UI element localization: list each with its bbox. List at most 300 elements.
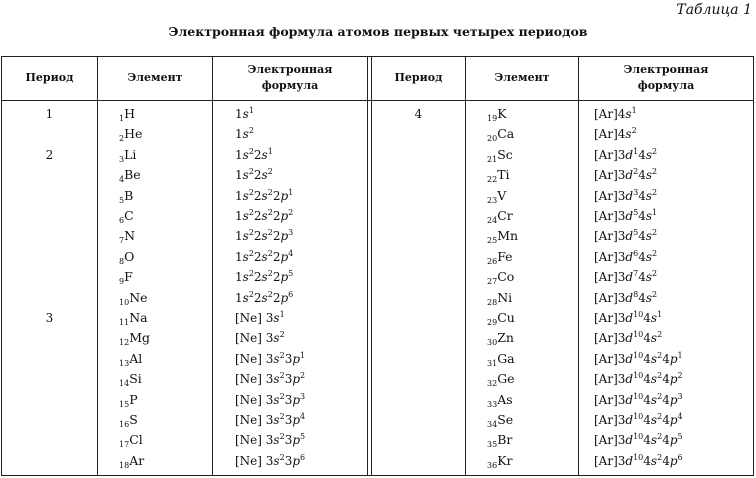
electron-count: 2 (279, 350, 285, 360)
col-divider (212, 56, 213, 476)
formula-cell (235, 330, 285, 346)
element-cell (487, 392, 513, 413)
element-cell (487, 330, 514, 351)
element-cell (119, 188, 133, 209)
element-cell (119, 269, 133, 290)
element-symbol: Al (129, 350, 143, 366)
element-cell (487, 351, 515, 372)
orbital-letter: d (625, 433, 634, 448)
core-notation: [Ne] (235, 311, 266, 325)
core-notation: [Ar] (594, 311, 618, 325)
orbital-letter: s (273, 453, 280, 468)
shell-number: 4 (617, 127, 626, 142)
orbital-letter: d (625, 453, 634, 468)
electron-count: 3 (633, 187, 639, 197)
element-symbol: Ne (129, 289, 148, 305)
orbital-letter: p (292, 413, 301, 427)
electron-count: 5 (300, 432, 306, 442)
col-divider (578, 56, 579, 476)
electron-count: 2 (657, 412, 663, 421)
orbital-letter: s (650, 311, 658, 325)
orbital-letter: p (669, 392, 678, 407)
electron-count: 4 (288, 248, 294, 258)
table-title: Электронная формула атомов первых четырех периодов (168, 24, 588, 39)
orbital-letter: p (292, 453, 301, 468)
shell-number: 3 (617, 311, 626, 325)
period-cell: 3 (45, 311, 54, 325)
formula-cell (235, 167, 273, 183)
atomic-number: 30 (487, 338, 498, 348)
shell-number: 1 (235, 229, 243, 244)
electron-count: 2 (631, 126, 637, 136)
orbital-letter: p (280, 270, 289, 285)
shell-number: 4 (662, 413, 670, 427)
element-symbol: N (124, 228, 136, 244)
shell-number: 3 (284, 392, 293, 407)
formula-cell (594, 330, 662, 346)
formula-cell (235, 269, 293, 285)
orbital-letter: s (650, 433, 658, 448)
atomic-number: 31 (487, 358, 498, 368)
shell-number: 2 (253, 168, 262, 183)
electron-count: 2 (657, 391, 663, 401)
element-cell (487, 412, 513, 433)
shell-number: 2 (253, 147, 262, 162)
electron-count: 1 (633, 146, 639, 156)
core-notation: [Ar] (594, 290, 618, 305)
formula-cell (594, 126, 637, 142)
electron-count: 2 (652, 269, 658, 279)
element-cell (119, 167, 141, 188)
electron-count: 1 (288, 187, 294, 197)
shell-number: 2 (253, 188, 262, 203)
orbital-letter: s (645, 270, 652, 285)
electron-count: 5 (288, 269, 294, 279)
shell-number: 2 (272, 209, 281, 223)
element-symbol: Be (124, 167, 141, 183)
element-cell (119, 432, 143, 453)
orbital-letter: s (273, 311, 280, 325)
orbital-letter: s (261, 270, 268, 285)
electron-count: 6 (288, 289, 294, 299)
orbital-letter: p (280, 188, 289, 203)
electron-count: 7 (633, 269, 639, 279)
atomic-number: 29 (487, 318, 498, 327)
electron-count: 2 (248, 289, 254, 299)
element-symbol: Br (497, 432, 513, 448)
core-notation: [Ar] (594, 127, 618, 142)
formula-cell (594, 147, 657, 163)
core-notation: [Ar] (594, 372, 618, 387)
shell-number: 4 (638, 188, 646, 203)
electron-count: 1 (248, 106, 254, 115)
orbital-letter: s (261, 249, 268, 264)
electron-config-table (1, 56, 754, 476)
shell-number: 2 (253, 249, 262, 264)
shell-number: 4 (662, 351, 670, 366)
element-cell (487, 371, 515, 392)
orbital-letter: s (645, 168, 652, 183)
atomic-number: 11 (119, 318, 130, 327)
orbital-letter: p (280, 229, 289, 244)
shell-number: 3 (617, 392, 626, 407)
shell-number: 4 (662, 433, 670, 448)
element-cell (119, 330, 150, 351)
element-symbol: Cu (497, 310, 515, 325)
core-notation: [Ar] (594, 209, 618, 223)
electron-count: 2 (248, 187, 254, 197)
orbital-letter: s (273, 331, 280, 346)
element-cell (487, 228, 518, 249)
electron-count: 2 (652, 146, 658, 156)
shell-number: 3 (284, 372, 293, 387)
orbital-letter: s (242, 107, 249, 121)
header-formula: Электронная формула (247, 63, 333, 92)
atomic-number: 8 (119, 256, 125, 266)
core-notation: [Ar] (594, 147, 618, 162)
orbital-letter: s (261, 147, 268, 162)
shell-number: 4 (643, 372, 651, 387)
element-cell (119, 147, 136, 168)
atomic-number: 3 (119, 154, 125, 164)
atomic-number: 15 (119, 399, 130, 409)
element-cell (487, 269, 514, 290)
element-symbol: Li (124, 146, 137, 162)
orbital-letter: p (292, 392, 301, 407)
electron-count: 3 (677, 391, 683, 401)
element-symbol: Ga (497, 350, 515, 366)
shell-number: 3 (265, 392, 274, 407)
orbital-letter: d (625, 188, 634, 203)
orbital-letter: s (645, 209, 652, 223)
orbital-letter: s (242, 168, 249, 183)
formula-cell (594, 188, 657, 204)
element-symbol: As (497, 391, 513, 407)
orbital-letter: d (625, 392, 634, 407)
element-symbol: P (129, 391, 138, 407)
electron-count: 6 (677, 452, 683, 462)
orbital-letter: p (280, 209, 289, 223)
shell-number: 4 (643, 311, 651, 325)
orbital-letter: s (261, 229, 268, 244)
element-cell (487, 106, 507, 127)
shell-number: 3 (265, 351, 274, 366)
shell-number: 4 (643, 392, 651, 407)
shell-number: 1 (235, 127, 243, 142)
shell-number: 3 (617, 270, 626, 285)
shell-number: 3 (617, 209, 626, 223)
electron-count: 2 (267, 187, 273, 197)
element-symbol: Cr (497, 208, 513, 223)
element-cell (487, 249, 513, 270)
orbital-letter: d (625, 249, 634, 264)
element-symbol: Ti (497, 167, 510, 183)
shell-number: 3 (617, 188, 626, 203)
electron-count: 10 (633, 412, 644, 421)
orbital-letter: s (650, 331, 658, 346)
double-divider (367, 56, 368, 476)
formula-cell (235, 106, 254, 122)
atomic-number: 5 (119, 195, 125, 205)
shell-number: 3 (284, 351, 293, 366)
atomic-number: 9 (119, 277, 125, 287)
orbital-letter: s (242, 270, 249, 285)
atomic-number: 24 (487, 216, 498, 225)
electron-count: 2 (652, 167, 658, 177)
atomic-number: 34 (487, 420, 498, 429)
formula-cell (594, 290, 657, 306)
shell-number: 1 (235, 270, 243, 285)
core-notation: [Ar] (594, 229, 618, 244)
core-notation: [Ar] (594, 168, 618, 183)
element-symbol: Na (129, 310, 148, 325)
shell-number: 4 (643, 413, 651, 427)
element-symbol: H (124, 106, 135, 121)
atomic-number: 18 (119, 460, 130, 470)
col-divider (465, 56, 466, 476)
element-cell (487, 188, 506, 209)
formula-cell (235, 453, 305, 469)
core-notation: [Ne] (235, 413, 266, 427)
orbital-letter: p (280, 249, 289, 264)
formula-cell (594, 167, 657, 183)
shell-number: 2 (253, 209, 262, 223)
formula-cell (594, 208, 657, 224)
atomic-number: 35 (487, 440, 498, 450)
atomic-number: 4 (119, 175, 125, 185)
electron-count: 2 (248, 269, 254, 279)
atomic-number: 6 (119, 216, 125, 225)
orbital-letter: s (645, 249, 652, 264)
orbital-letter: p (669, 372, 678, 387)
orbital-letter: p (292, 433, 301, 448)
formula-cell (235, 412, 305, 428)
core-notation: [Ar] (594, 453, 618, 468)
orbital-letter: s (645, 147, 652, 162)
atomic-number: 32 (487, 379, 498, 389)
orbital-letter: s (650, 351, 658, 366)
element-symbol: Si (129, 371, 142, 387)
electron-count: 2 (267, 248, 273, 258)
formula-cell (235, 249, 293, 265)
formula-cell (235, 392, 305, 408)
atomic-number: 28 (487, 297, 498, 307)
formula-cell (594, 106, 637, 122)
element-symbol: Mg (129, 330, 150, 346)
shell-number: 2 (272, 188, 281, 203)
electron-count: 2 (279, 452, 285, 462)
atomic-number: 22 (487, 175, 498, 185)
orbital-letter: s (242, 127, 249, 142)
orbital-letter: d (625, 270, 634, 285)
element-symbol: F (124, 269, 133, 285)
orbital-letter: s (261, 188, 268, 203)
orbital-letter: s (273, 433, 280, 448)
electron-count: 2 (248, 228, 254, 238)
orbital-letter: s (650, 413, 658, 427)
element-symbol: Co (497, 269, 515, 285)
atomic-number: 14 (119, 379, 130, 389)
orbital-letter: d (625, 351, 634, 366)
element-cell (119, 126, 142, 147)
electron-count: 2 (248, 208, 254, 217)
shell-number: 3 (265, 433, 274, 448)
element-symbol: O (124, 248, 135, 264)
electron-count: 6 (300, 452, 306, 462)
shell-number: 4 (638, 147, 646, 162)
element-symbol: Ca (497, 126, 515, 142)
element-symbol: Cl (129, 432, 143, 448)
electron-count: 10 (633, 371, 644, 381)
orbital-letter: s (645, 290, 652, 305)
electron-count: 3 (288, 228, 294, 238)
core-notation: [Ar] (594, 392, 618, 407)
shell-number: 4 (643, 453, 651, 468)
orbital-letter: s (273, 413, 280, 427)
electron-count: 10 (633, 330, 644, 340)
formula-cell (594, 249, 657, 265)
shell-number: 3 (617, 331, 626, 346)
electron-count: 2 (279, 412, 285, 421)
col-divider (97, 56, 98, 476)
shell-number: 2 (253, 229, 262, 244)
element-cell (487, 167, 510, 188)
element-cell (119, 371, 142, 392)
shell-number: 3 (284, 413, 293, 427)
electron-count: 2 (267, 167, 273, 177)
shell-number: 3 (617, 168, 626, 183)
orbital-letter: s (242, 147, 249, 162)
core-notation: [Ar] (594, 331, 618, 346)
electron-count: 2 (279, 371, 285, 381)
element-symbol: He (124, 126, 143, 142)
shell-number: 3 (617, 351, 626, 366)
element-cell (119, 453, 144, 474)
orbital-letter: s (645, 188, 652, 203)
element-cell (487, 290, 512, 311)
electron-count: 2 (248, 126, 254, 136)
core-notation: [Ar] (594, 249, 618, 264)
element-symbol: Fe (497, 248, 513, 264)
period-cell: 2 (45, 147, 54, 162)
shell-number: 3 (284, 453, 293, 468)
shell-number: 1 (235, 168, 243, 183)
orbital-letter: s (645, 229, 652, 244)
electron-count: 1 (300, 350, 306, 360)
electron-count: 8 (633, 289, 639, 299)
electron-count: 2 (279, 330, 285, 340)
formula-cell (594, 228, 657, 244)
shell-number: 2 (272, 249, 281, 264)
shell-number: 3 (617, 433, 626, 448)
orbital-letter: s (242, 290, 249, 305)
core-notation: [Ar] (594, 107, 618, 121)
shell-number: 3 (617, 453, 626, 468)
element-symbol: B (124, 187, 134, 203)
electron-count: 2 (652, 187, 658, 197)
element-symbol: Sc (497, 146, 513, 162)
element-cell (487, 432, 512, 453)
element-cell (487, 126, 514, 147)
formula-cell (235, 310, 285, 326)
electron-count: 4 (300, 412, 306, 421)
orbital-letter: p (669, 433, 678, 448)
core-notation: [Ne] (235, 372, 266, 387)
orbital-letter: s (273, 372, 280, 387)
shell-number: 2 (272, 290, 281, 305)
shell-number: 4 (662, 392, 670, 407)
orbital-letter: s (650, 392, 658, 407)
electron-count: 1 (652, 208, 658, 217)
orbital-letter: d (625, 290, 634, 305)
electron-count: 2 (657, 452, 663, 462)
element-symbol: K (497, 106, 507, 121)
orbital-letter: s (261, 209, 268, 223)
orbital-letter: d (625, 311, 634, 325)
header-period: Период (25, 71, 74, 84)
orbital-letter: d (625, 209, 634, 223)
shell-number: 3 (265, 372, 274, 387)
element-cell (119, 228, 135, 249)
orbital-letter: p (669, 453, 678, 468)
element-symbol: Ge (497, 371, 515, 387)
element-symbol: Ni (497, 289, 513, 305)
element-cell (487, 208, 513, 229)
shell-number: 3 (617, 413, 626, 427)
shell-number: 4 (617, 107, 626, 121)
formula-cell (235, 228, 293, 244)
shell-number: 2 (272, 229, 281, 244)
electron-count: 2 (677, 371, 683, 381)
shell-number: 3 (617, 229, 626, 244)
formula-cell (235, 371, 305, 387)
atomic-number: 13 (119, 358, 130, 368)
electron-count: 2 (279, 391, 285, 401)
electron-count: 1 (279, 310, 285, 319)
header-element: Элемент (494, 71, 550, 84)
core-notation: [Ne] (235, 433, 266, 448)
electron-count: 2 (657, 371, 663, 381)
element-cell (119, 351, 142, 372)
electron-count: 10 (633, 391, 644, 401)
orbital-letter: p (280, 290, 289, 305)
orbital-letter: d (625, 372, 634, 387)
header-element: Элемент (127, 71, 183, 84)
formula-cell (594, 269, 657, 285)
shell-number: 4 (662, 453, 670, 468)
orbital-letter: d (625, 229, 634, 244)
electron-count: 2 (248, 167, 254, 177)
formula-cell (235, 188, 293, 204)
period-cell: 1 (45, 107, 54, 121)
electron-count: 2 (248, 146, 254, 156)
shell-number: 3 (265, 331, 274, 346)
orbital-letter: s (273, 351, 280, 366)
electron-count: 2 (279, 432, 285, 442)
element-symbol: C (124, 208, 134, 223)
orbital-letter: s (650, 453, 658, 468)
atomic-number: 12 (119, 338, 130, 348)
element-cell (119, 249, 134, 270)
formula-cell (594, 392, 683, 408)
electron-count: 2 (300, 371, 306, 381)
electron-count: 10 (633, 310, 644, 319)
table-caption: Таблица 1 (676, 2, 752, 18)
shell-number: 4 (638, 229, 646, 244)
shell-number: 1 (235, 188, 243, 203)
orbital-letter: s (242, 209, 249, 223)
orbital-letter: d (625, 331, 634, 346)
